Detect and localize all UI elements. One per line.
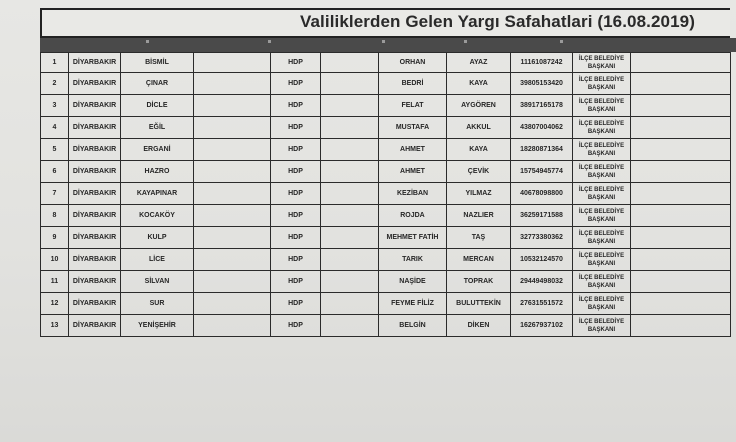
notes-cell — [631, 249, 731, 271]
office-cell: İLÇE BELEDİYE BAŞKANI — [573, 315, 631, 337]
party-cell: HDP — [271, 249, 321, 271]
party-cell: HDP — [271, 293, 321, 315]
office-cell: İLÇE BELEDİYE BAŞKANI — [573, 139, 631, 161]
last-name-cell: ÇEVİK — [447, 161, 511, 183]
row-number: 2 — [41, 73, 69, 95]
office-cell: İLÇE BELEDİYE BAŞKANI — [573, 271, 631, 293]
office-cell: İLÇE BELEDİYE BAŞKANI — [573, 73, 631, 95]
office-cell: İLÇE BELEDİYE BAŞKANI — [573, 53, 631, 73]
results-table — [40, 52, 731, 337]
province-cell: DİYARBAKIR — [69, 53, 121, 73]
row-number: 6 — [41, 161, 69, 183]
last-name-cell: YILMAZ — [447, 183, 511, 205]
first-name-cell: AHMET — [379, 161, 447, 183]
district-cell: HAZRO — [121, 161, 194, 183]
table-row — [41, 73, 731, 95]
district-cell: KULP — [121, 227, 194, 249]
district-cell: KOCAKÖY — [121, 205, 194, 227]
band-mark — [146, 40, 149, 43]
row-number: 1 — [41, 53, 69, 73]
province-cell: DİYARBAKIR — [69, 95, 121, 117]
id-number-cell: 38917165178 — [511, 95, 573, 117]
notes-cell — [631, 139, 731, 161]
party-cell: HDP — [271, 315, 321, 337]
office-cell: İLÇE BELEDİYE BAŞKANI — [573, 227, 631, 249]
band-mark — [382, 40, 385, 43]
id-number-cell: 29449498032 — [511, 271, 573, 293]
blank-cell — [321, 53, 379, 73]
first-name-cell: ROJDA — [379, 205, 447, 227]
province-cell: DİYARBAKIR — [69, 183, 121, 205]
row-number: 12 — [41, 293, 69, 315]
first-name-cell: TARIK — [379, 249, 447, 271]
first-name-cell: BELGİN — [379, 315, 447, 337]
blank-cell — [194, 117, 271, 139]
id-number-cell: 27631551572 — [511, 293, 573, 315]
province-cell: DİYARBAKIR — [69, 249, 121, 271]
blank-cell — [321, 139, 379, 161]
blank-cell — [194, 271, 271, 293]
party-cell: HDP — [271, 205, 321, 227]
blank-cell — [194, 139, 271, 161]
first-name-cell: AHMET — [379, 139, 447, 161]
blank-cell — [194, 205, 271, 227]
province-cell: DİYARBAKIR — [69, 293, 121, 315]
office-cell: İLÇE BELEDİYE BAŞKANI — [573, 161, 631, 183]
id-number-cell: 11161087242 — [511, 53, 573, 73]
province-cell: DİYARBAKIR — [69, 73, 121, 95]
table-row — [41, 293, 731, 315]
row-number: 3 — [41, 95, 69, 117]
notes-cell — [631, 95, 731, 117]
district-cell: SUR — [121, 293, 194, 315]
table-row — [41, 205, 731, 227]
table-row — [41, 53, 731, 73]
id-number-cell: 40678098800 — [511, 183, 573, 205]
band-mark — [464, 40, 467, 43]
province-cell: DİYARBAKIR — [69, 205, 121, 227]
table-row — [41, 95, 731, 117]
table-row — [41, 271, 731, 293]
last-name-cell: NAZLIER — [447, 205, 511, 227]
first-name-cell: FEYME FİLİZ — [379, 293, 447, 315]
district-cell: ERGANİ — [121, 139, 194, 161]
blank-cell — [321, 161, 379, 183]
blank-cell — [321, 95, 379, 117]
party-cell: HDP — [271, 227, 321, 249]
district-cell: SİLVAN — [121, 271, 194, 293]
row-number: 8 — [41, 205, 69, 227]
district-cell: BİSMİL — [121, 53, 194, 73]
blank-cell — [321, 315, 379, 337]
last-name-cell: AYGÖREN — [447, 95, 511, 117]
party-cell: HDP — [271, 271, 321, 293]
row-number: 9 — [41, 227, 69, 249]
band-mark — [560, 40, 563, 43]
party-cell: HDP — [271, 95, 321, 117]
first-name-cell: NAŞİDE — [379, 271, 447, 293]
table-row — [41, 315, 731, 337]
province-cell: DİYARBAKIR — [69, 117, 121, 139]
province-cell: DİYARBAKIR — [69, 227, 121, 249]
office-cell: İLÇE BELEDİYE BAŞKANI — [573, 117, 631, 139]
last-name-cell: BULUTTEKİN — [447, 293, 511, 315]
blank-cell — [321, 117, 379, 139]
id-number-cell: 10532124570 — [511, 249, 573, 271]
notes-cell — [631, 293, 731, 315]
row-number: 10 — [41, 249, 69, 271]
id-number-cell: 32773380362 — [511, 227, 573, 249]
notes-cell — [631, 227, 731, 249]
blank-cell — [321, 249, 379, 271]
last-name-cell: KAYA — [447, 73, 511, 95]
table-row — [41, 117, 731, 139]
band-mark — [268, 40, 271, 43]
last-name-cell: AYAZ — [447, 53, 511, 73]
table-row — [41, 183, 731, 205]
office-cell: İLÇE BELEDİYE BAŞKANI — [573, 183, 631, 205]
province-cell: DİYARBAKIR — [69, 161, 121, 183]
last-name-cell: MERCAN — [447, 249, 511, 271]
district-cell: KAYAPINAR — [121, 183, 194, 205]
blank-cell — [321, 293, 379, 315]
blank-cell — [321, 205, 379, 227]
first-name-cell: ORHAN — [379, 53, 447, 73]
party-cell: HDP — [271, 117, 321, 139]
last-name-cell: TAŞ — [447, 227, 511, 249]
first-name-cell: MUSTAFA — [379, 117, 447, 139]
blank-cell — [194, 249, 271, 271]
notes-cell — [631, 315, 731, 337]
row-number: 5 — [41, 139, 69, 161]
notes-cell — [631, 117, 731, 139]
blank-cell — [194, 53, 271, 73]
id-number-cell: 16267937102 — [511, 315, 573, 337]
district-cell: ÇINAR — [121, 73, 194, 95]
first-name-cell: KEZİBAN — [379, 183, 447, 205]
notes-cell — [631, 205, 731, 227]
party-cell: HDP — [271, 183, 321, 205]
blank-cell — [194, 183, 271, 205]
office-cell: İLÇE BELEDİYE BAŞKANI — [573, 95, 631, 117]
province-cell: DİYARBAKIR — [69, 139, 121, 161]
district-cell: DİCLE — [121, 95, 194, 117]
last-name-cell: AKKUL — [447, 117, 511, 139]
office-cell: İLÇE BELEDİYE BAŞKANI — [573, 293, 631, 315]
blank-cell — [194, 227, 271, 249]
last-name-cell: TOPRAK — [447, 271, 511, 293]
row-number: 11 — [41, 271, 69, 293]
row-number: 7 — [41, 183, 69, 205]
last-name-cell: KAYA — [447, 139, 511, 161]
blank-cell — [321, 227, 379, 249]
party-cell: HDP — [271, 53, 321, 73]
table-row — [41, 227, 731, 249]
blank-cell — [194, 293, 271, 315]
district-cell: EĞİL — [121, 117, 194, 139]
row-number: 4 — [41, 117, 69, 139]
district-cell: LİCE — [121, 249, 194, 271]
first-name-cell: BEDRİ — [379, 73, 447, 95]
last-name-cell: DİKEN — [447, 315, 511, 337]
office-cell: İLÇE BELEDİYE BAŞKANI — [573, 249, 631, 271]
header-band — [40, 38, 736, 52]
id-number-cell: 36259171588 — [511, 205, 573, 227]
document-title: Valiliklerden Gelen Yargı Safahatlari (16.08.2019) — [300, 12, 695, 31]
notes-cell — [631, 53, 731, 73]
blank-cell — [321, 183, 379, 205]
notes-cell — [631, 73, 731, 95]
notes-cell — [631, 271, 731, 293]
notes-cell — [631, 161, 731, 183]
id-number-cell: 15754945774 — [511, 161, 573, 183]
party-cell: HDP — [271, 139, 321, 161]
province-cell: DİYARBAKIR — [69, 315, 121, 337]
first-name-cell: FELAT — [379, 95, 447, 117]
blank-cell — [194, 315, 271, 337]
blank-cell — [194, 95, 271, 117]
first-name-cell: MEHMET FATİH — [379, 227, 447, 249]
district-cell: YENİŞEHİR — [121, 315, 194, 337]
blank-cell — [321, 271, 379, 293]
party-cell: HDP — [271, 161, 321, 183]
table-row — [41, 249, 731, 271]
province-cell: DİYARBAKIR — [69, 271, 121, 293]
id-number-cell: 39805153420 — [511, 73, 573, 95]
blank-cell — [321, 73, 379, 95]
table-row — [41, 161, 731, 183]
table-row — [41, 139, 731, 161]
blank-cell — [194, 73, 271, 95]
party-cell: HDP — [271, 73, 321, 95]
blank-cell — [194, 161, 271, 183]
office-cell: İLÇE BELEDİYE BAŞKANI — [573, 205, 631, 227]
notes-cell — [631, 183, 731, 205]
id-number-cell: 18280871364 — [511, 139, 573, 161]
id-number-cell: 43807004062 — [511, 117, 573, 139]
row-number: 13 — [41, 315, 69, 337]
